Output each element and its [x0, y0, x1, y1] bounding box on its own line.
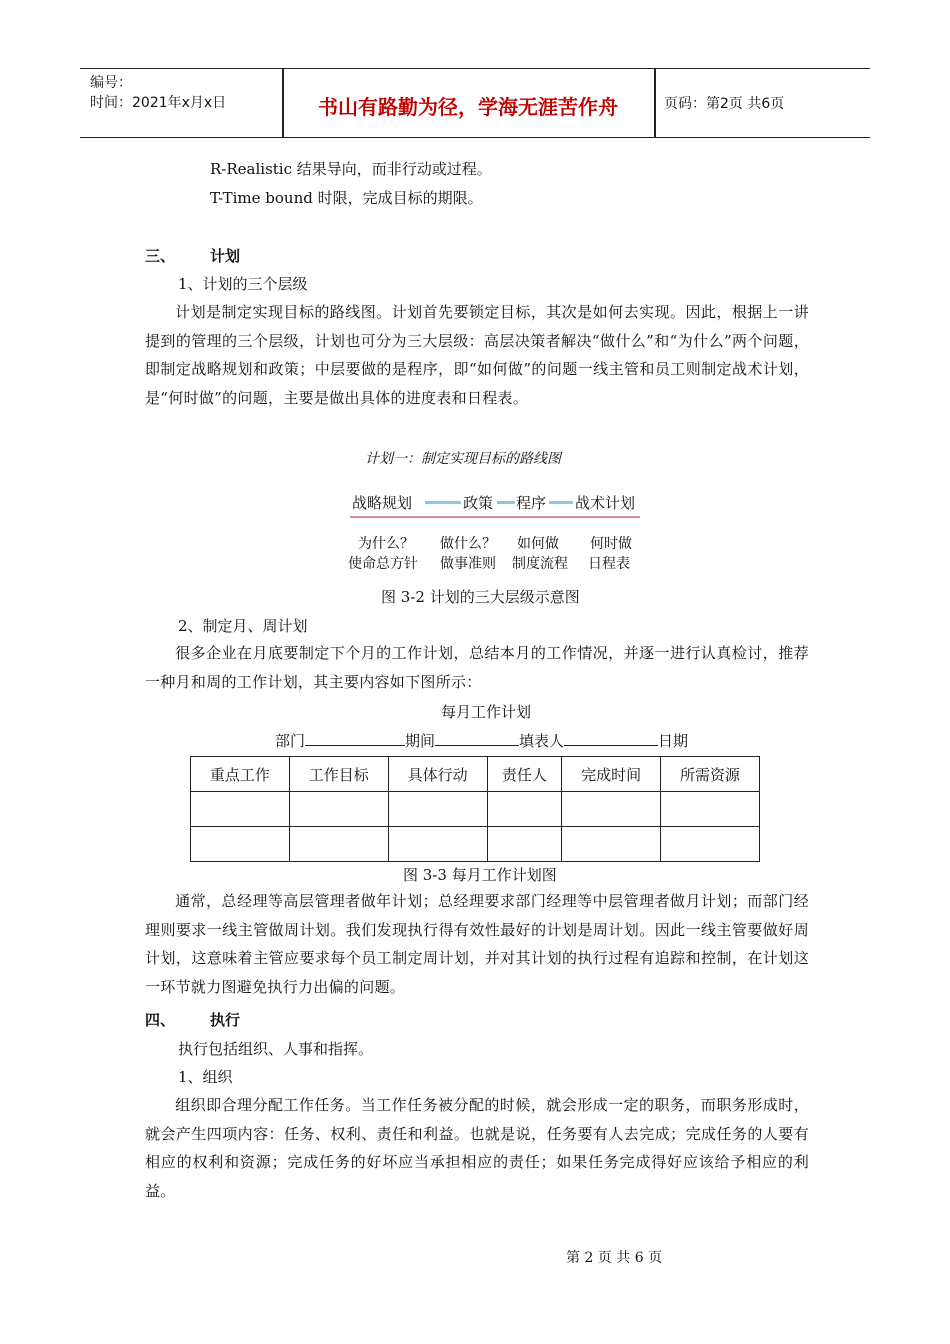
flow-step-4: 战术计划 [575, 494, 636, 512]
table-cell [289, 792, 388, 827]
section3-title: 计划 [210, 247, 241, 265]
dept-blank [305, 729, 405, 746]
diagram-q3: 如何做 [517, 536, 559, 552]
table-header-cell: 责任人 [487, 757, 562, 792]
section4-sub1: 1、组织 [178, 1068, 233, 1086]
page-footer: 第 2 页 共 6 页 [566, 1250, 663, 1266]
plan-fields-row [275, 729, 688, 751]
figure-3-2-caption: 图 3-2 计划的三大层级示意图 [381, 588, 580, 606]
filler-blank [564, 729, 658, 746]
section4-number: 四、 [145, 1011, 176, 1029]
table-cell [388, 792, 487, 827]
section4-intro: 执行包括组织、人事和指挥。 [178, 1040, 374, 1058]
flow-step-1: 战略规划 [352, 494, 413, 512]
section3-para1: 计划是制定实现目标的路线图。计划首先要锁定目标，其次是如何去实现。因此，根据上一讲提到的管理的三个层级，计划也可分为三大层级：高层决策者解决“做什么”和“为什么”两个问题，即制定战略规划和政策；中层要做的是程序，即“如何做”的问题一线主管和员工则制定战术计划，是“何时做”的问题，主要是做出具体的进度表和日程表。 [145, 303, 809, 407]
table-cell [289, 827, 388, 862]
table-header-cell: 重点工作 [191, 757, 290, 792]
diagram-a3: 制度流程 [512, 556, 568, 572]
table-header-cell: 工作目标 [289, 757, 388, 792]
period-blank [435, 729, 519, 746]
section3-sub1: 1、计划的三个层级 [178, 275, 308, 293]
monthly-plan-table [190, 756, 760, 862]
dept-label: 部门 [275, 732, 306, 750]
header-motto: 书山有路勤为径，学海无涯苦作舟 [318, 95, 618, 119]
table-cell [388, 827, 487, 862]
filler-label: 填表人 [519, 732, 565, 750]
section3-para3: 通常，总经理等高层管理者做年计划；总经理要求部门经理等中层管理者做月计划；而部门经理则要求一线主管做周计划。我们发现执行得有效性最好的计划是周计划。因此一线主管要做好周计划，这意味着主管应要求每个员工制定周计划，并对其计划的执行过程有追踪和控制，在计划这一环节就力图避免执行力出偏的问题。 [145, 892, 809, 996]
smart-r-line: R-Realistic 结果导向，而非行动或过程。 [210, 160, 492, 178]
diagram-a1: 使命总方针 [348, 556, 418, 572]
table-cell [661, 827, 760, 862]
section4-title: 执行 [210, 1011, 241, 1029]
diagram-a4: 日程表 [588, 556, 630, 572]
diagram-title: 计划一：制定实现目标的路线图 [365, 451, 561, 467]
period-label: 期间 [405, 732, 436, 750]
diagram-q1: 为什么？ [358, 536, 414, 552]
table-cell [487, 792, 562, 827]
flow-step-2: 政策 [463, 494, 494, 512]
date-label: 日期 [658, 732, 689, 750]
plan-title: 每月工作计划 [441, 703, 532, 721]
section3-para2: 很多企业在月底要制定下个月的工作计划，总结本月的工作情况，并逐一进行认真检讨，推荐一种月和周的工作计划，其主要内容如下图所示： [145, 644, 809, 691]
diagram-a2: 做事准则 [440, 556, 496, 572]
table-header-row [191, 757, 760, 792]
header-meta [90, 73, 226, 113]
arrow-icon [497, 501, 515, 504]
diagram-divider [350, 516, 640, 518]
section4-para1: 组织即合理分配工作任务。当工作任务被分配的时候，就会形成一定的职务，而职务形成时，就会产生四项内容：任务、权利、责任和利益。也就是说，任务要有人去完成；完成任务的人要有相应的权利和资源；完成任务的好坏应当承担相应的责任；如果任务完成得好应该给予相应的利益。 [145, 1096, 809, 1200]
table-cell [562, 827, 661, 862]
header-divider [654, 69, 656, 137]
table-header-cell: 具体行动 [388, 757, 487, 792]
table-row [191, 827, 760, 862]
time-label: 时间：2021年x月x日 [90, 95, 227, 111]
table-cell [661, 792, 760, 827]
table-cell [191, 827, 290, 862]
number-label: 编号： [90, 75, 132, 91]
arrow-icon [425, 501, 461, 504]
section3-sub2: 2、制定月、周计划 [178, 617, 308, 635]
table-row [191, 792, 760, 827]
smart-t-line: T-Time bound 时限，完成目标的期限。 [210, 189, 483, 207]
table-header-cell: 所需资源 [661, 757, 760, 792]
page-header [80, 68, 870, 138]
header-page-label: 页码：第2页 共6页 [664, 96, 785, 112]
table-cell [562, 792, 661, 827]
table-cell [487, 827, 562, 862]
diagram-q2: 做什么？ [440, 536, 496, 552]
flow-step-3: 程序 [516, 494, 547, 512]
table-header-cell: 完成时间 [562, 757, 661, 792]
diagram-q4: 何时做 [590, 536, 632, 552]
arrow-icon [549, 501, 573, 504]
table-cell [191, 792, 290, 827]
figure-3-3-caption: 图 3-3 每月工作计划图 [403, 866, 557, 884]
section3-number: 三、 [145, 247, 176, 265]
